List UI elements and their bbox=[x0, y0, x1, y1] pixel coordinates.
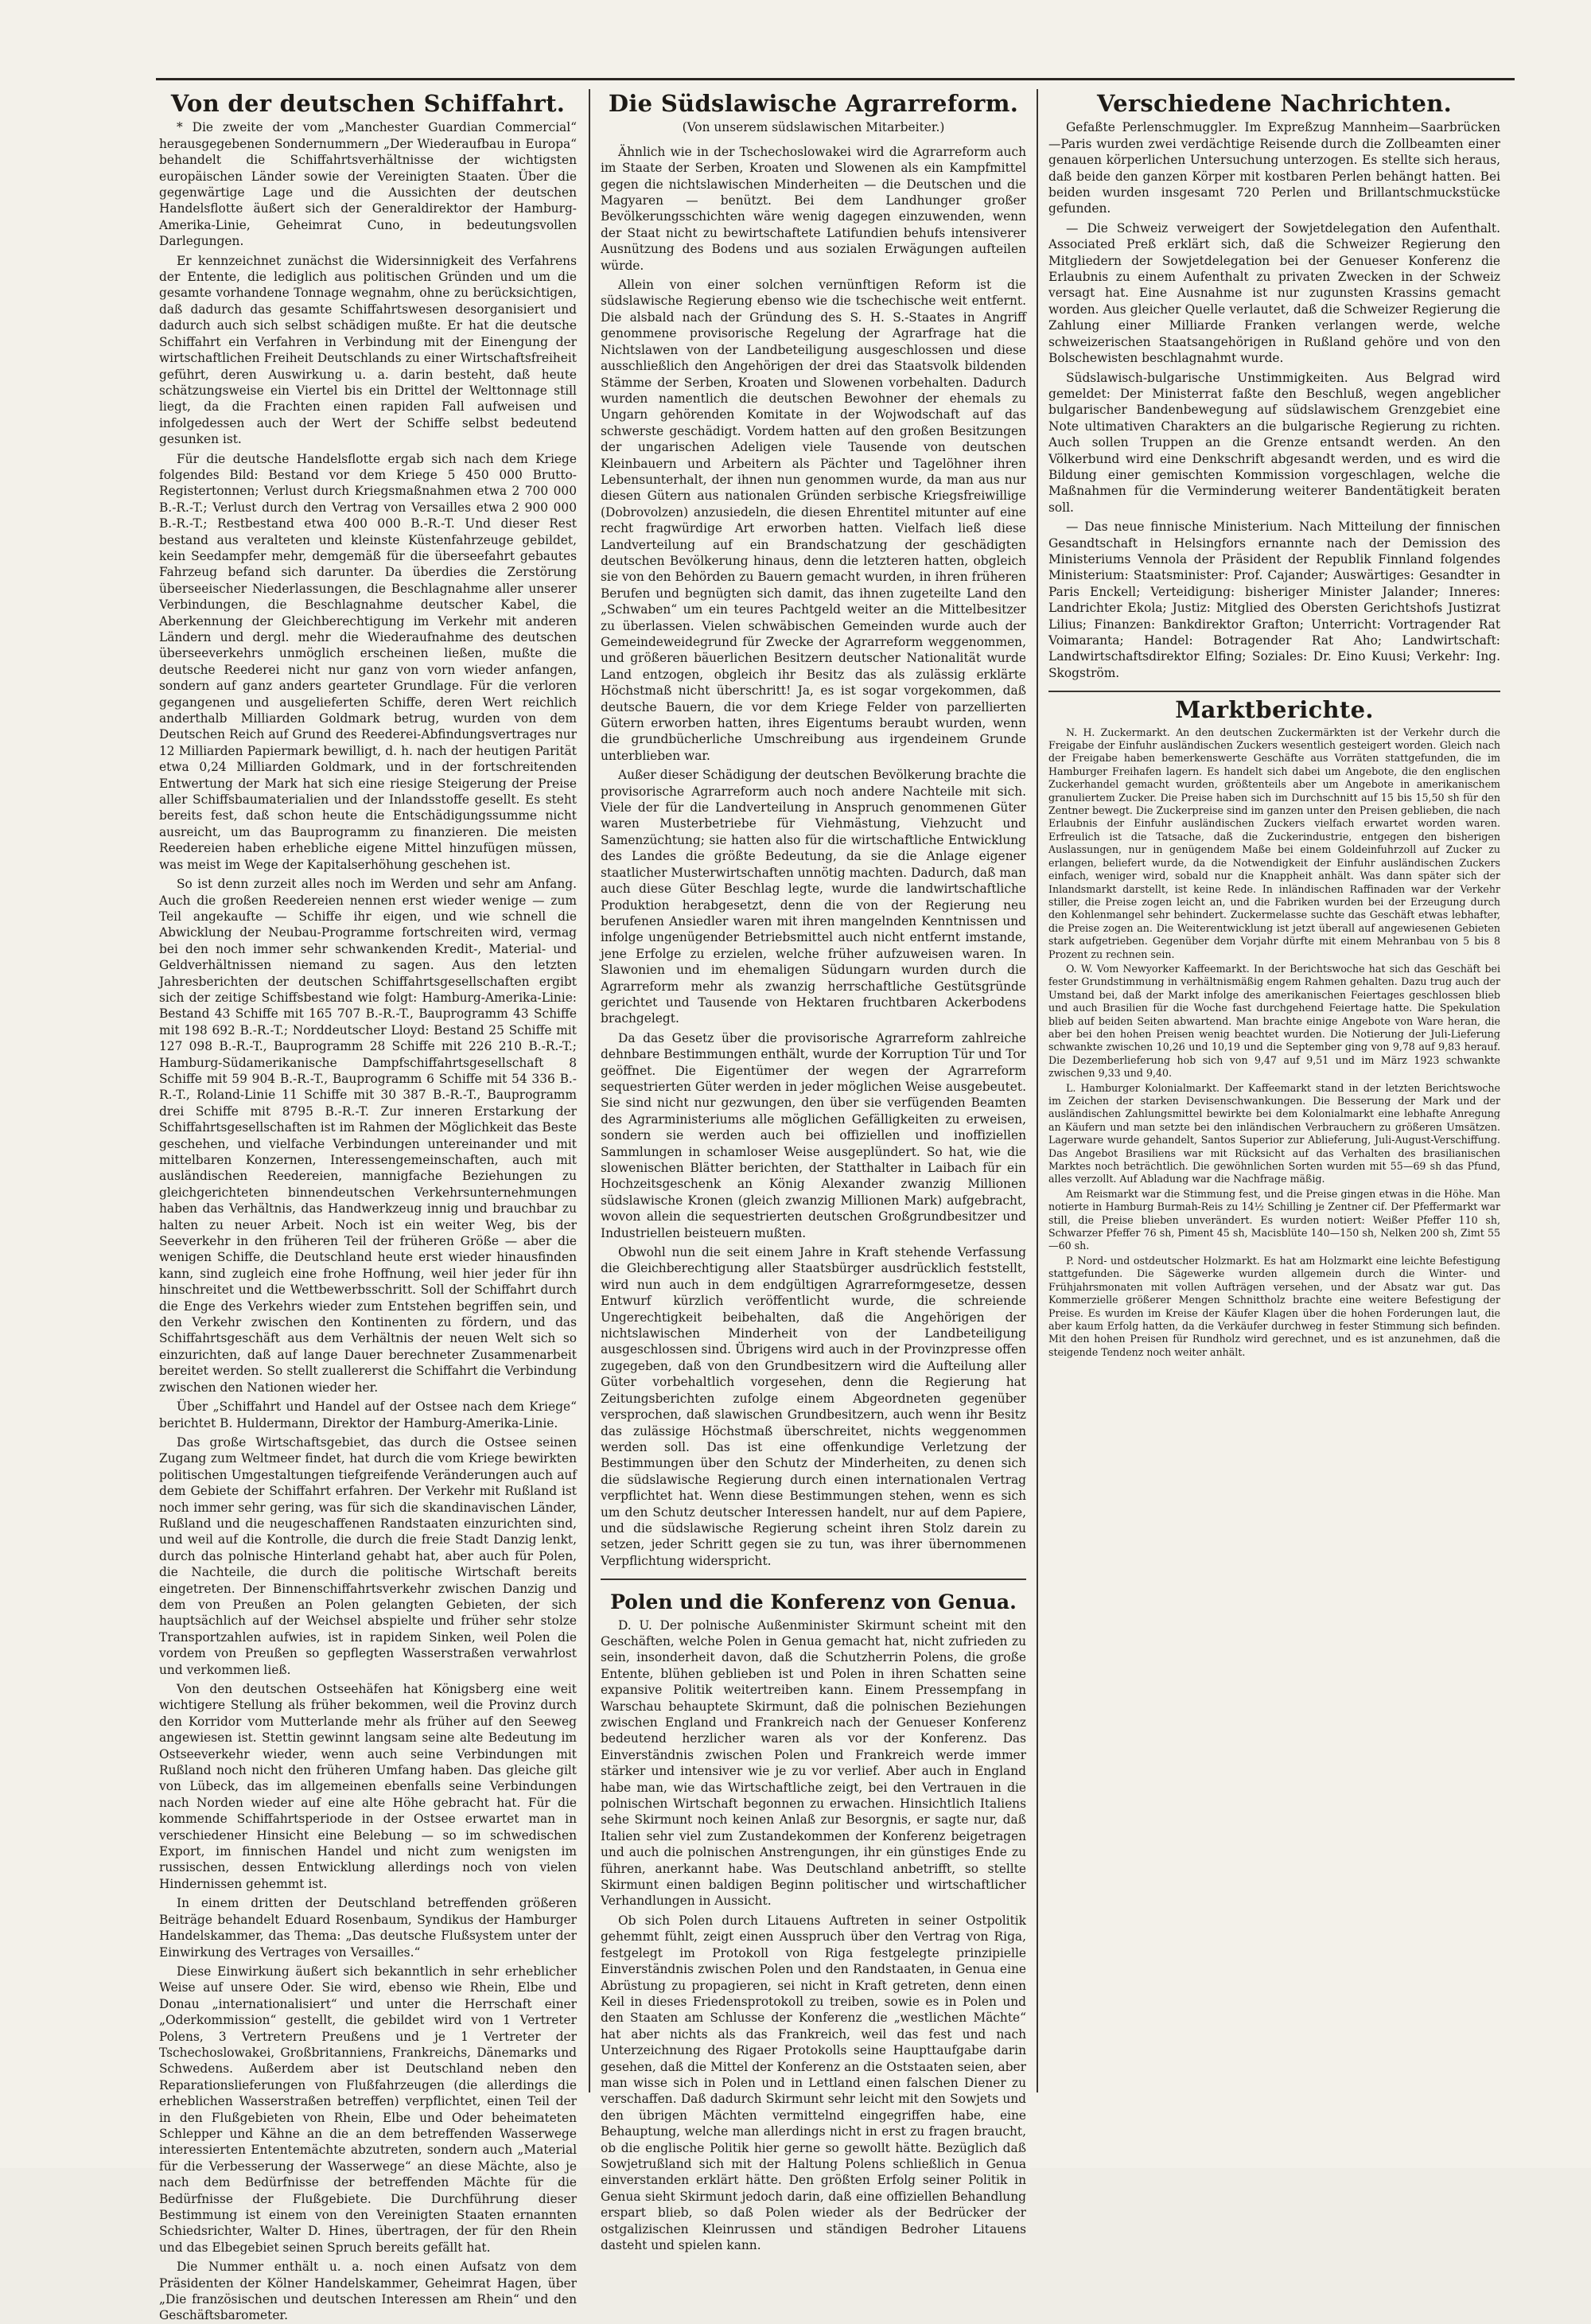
paragraph: Über „Schiffahrt und Handel auf der Ostsee nach dem Kriege“ berichtet B. Huldermann, Direktor der Hamburg-Amerika-Linie. bbox=[159, 1399, 577, 1431]
paragraph: * Die zweite der vom „Manchester Guardian Commercial“ herausgegebenen Sondernummern „Der Wiederaufbau in Europa“ behandelt die Schiffahrtsverhältnisse der wichtigsten europäischen Länder sowie der Vereinigten Staaten. Über die gegenwärtige Lage und die Aussichten der deutschen Handelsflotte äußert sich der Generaldirektor der Hamburg-Amerika-Linie, Geheimrat Cuno, in bedeutungsvollen Darlegungen. bbox=[159, 120, 577, 249]
column-divider bbox=[1037, 89, 1038, 2092]
column-shipping bbox=[159, 89, 577, 2323]
paragraph: Das große Wirtschaftsgebiet, das durch die Ostsee seinen Zugang zum Weltmeer findet, hat durch die vom Kriege bewirkten politischen Umgestaltungen tiefgreifende Veränderungen auch auf dem Gebiete der Schiffahrt erfahren. Der Verkehr mit Rußland ist noch immer sehr gering, was für sich die skandinavischen Länder, Rußland und die neugeschaffenen Randstaaten einzurichten sind, und weil auf die Kontrolle, die durch die freie Stadt Danzig lenkt, durch das polnische Hinterland gehabt hat, aber auch für Polen, die Nachteile, die durch die politische Wirtschaft bereits eingetreten. Der Binnenschiffahrtsverkehr zwischen Danzig und dem von Preußen an Polen gelangten Gebieten, der sich hauptsächlich auf der Weichsel abspielte und früher sehr stolze Transportzahlen aufwies, ist in rapidem Sinken, weil Polen die vordem von Preußen so gepflegten Wasserstraßen verwahrlost und verkommen ließ. bbox=[159, 1434, 577, 1677]
paragraph: Südslawisch-bulgarische Unstimmigkeiten. Aus Belgrad wird gemeldet: Der Ministerrat faßte den Beschluß, wegen angeblicher bulgarischer Bandenbewegung auf südslawischem Grenzgebiet eine Note ultimativen Charakters an die bulgarische Regierung zu richten. Auch sollen Truppen an die Grenze entsandt werden. An den Völkerbund wird eine Denkschrift abgesandt werden, und es wird die Bildung einer gemischten Kommission vorgeschlagen, welche die Maßnahmen für die Verminderung weiterer Bandentätigkeit beraten soll. bbox=[1048, 370, 1500, 515]
column-news bbox=[1048, 89, 1500, 2096]
paragraph: Ähnlich wie in der Tschechoslowakei wird die Agrarreform auch im Staate der Serben, Kroaten und Slowenen als ein Kampfmittel gegen die nichtslawischen Minderheiten — die Deutschen und die Magyaren — benützt. Bei dem Landhunger großer Bevölkerungsschichten wäre wenig dagegen einzuwenden, wenn der Staat nicht zu bewirtschaftete Latifundien behufs intensiverer Ausnützung des Bodens und aus sozialen Erwägungen aufteilen würde. bbox=[601, 144, 1026, 273]
paragraph: Von den deutschen Ostseehäfen hat Königsberg eine weit wichtigere Stellung als früher bekommen, weil die Provinz durch den Korridor vom Mutterlande mehr als früher auf den Seeweg angewiesen ist. Stettin gewinnt langsam seine alte Bedeutung im Ostseeverkehr wieder, wenn auch seine Verbindungen mit Rußland noch nicht den früheren Umfang haben. Das gleiche gilt von Lübeck, das im allgemeinen ebenfalls seine Verbindungen nach Norden wieder auf eine alte Höhe gebracht hat. Für die kommende Schiffahrtsperiode in der Ostsee erwartet man in verschiedener Hinsicht eine Belebung — so im schwedischen Export, im finnischen Handel und nicht zum wenigsten im russischen, dessen Entwicklung allerdings noch von vielen Hindernissen gehemmt ist. bbox=[159, 1682, 577, 1891]
section-rule bbox=[601, 1579, 1026, 1580]
column-agrarian bbox=[601, 89, 1026, 2252]
article-body-agrarian bbox=[601, 144, 1026, 1569]
article-title-news: Verschiedene Nachrichten. bbox=[1096, 90, 1453, 117]
article-title-shipping: Von der deutschen Schiffahrt. bbox=[170, 90, 566, 117]
paragraph: O. W. Vom Newyorker Kaffeemarkt. In der Berichtswoche hat sich das Geschäft bei fester Grundstimmung in verhältnismäßig engem Rahmen gehalten. Dazu trug auch der Umstand bei, daß der Markt infolge des amerikanischen Feiertages geschlossen blieb und auch Brasilien für die Woche fast durchgehend Feiertage hatte. Die Spekulation blieb auf beiden Seiten abwartend. Man brachte einige Angebote von Ware heran, die aber bei den hohen Preisen wenig beachtet wurden. Die Notierung der Juli-Lieferung schwankte zwischen 10,26 und 10,19 und die September ging von 9,78 auf 9,83 herauf. Die Dezemberlieferung hob sich von 9,47 auf 9,51 und im März 1923 schwankte zwischen 9,33 und 9,40. bbox=[1048, 962, 1500, 1080]
paragraph: So ist denn zurzeit alles noch im Werden und sehr am Anfang. Auch die großen Reedereien nennen erst wieder wenige — zum Teil angekaufte — Schiffe ihr eigen, und wie schnell die Abwicklung der Neubau-Programme fortschreiten wird, vermag bei den noch immer sehr schwankenden Kredit-, Material- und Geldverhältnissen niemand zu sagen. Aus den letzten Jahresberichten der deutschen Schiffahrtsgesellschaften ergibt sich der zeitige Schiffsbestand wie folgt: Hamburg-Amerika-Linie: Bestand 43 Schiffe mit 165 707 B.-R.-T., Bauprogramm 43 Schiffe mit 198 692 B.-R.-T.; Norddeutscher Lloyd: Bestand 25 Schiffe mit 127 098 B.-R.-T., Bauprogramm 28 Schiffe mit 226 210 B.-R.-T.; Hamburg-Südamerikanische Dampfschiffahrtsgesellschaft 8 Schiffe mit 59 904 B.-R.-T., Bauprogramm 6 Schiffe mit 54 336 B.-R.-T., Roland-Linie 11 Schiffe mit 30 387 B.-R.-T., Bauprogramm drei Schiffe mit 8795 B.-R.-T. Zur inneren Erstarkung der Schiffahrtsgesellschaften ist im Rahmen der Möglichkeit das Beste geschehen, und vielfache Verbindungen untereinander und mit mittelbaren Konzernen, Interessengemeinschaften, auch mit ausländischen Reedereien, mannigfache Beziehungen zu gleichgerichteten binnendeutschen Verkehrsunternehmungen haben das Verhältnis, das Handwerkzeug innig und brauchbar zu halten zu neuer Arbeit. Noch ist ein weiter Weg, bis der Seeverkehr in den früheren Teil der früheren Größe — aber die wenigen Schiffe, die Deutschland heute erst wieder hinausfinden kann, sind zugleich eine frohe Hoffnung, weil hier jeder für ihn hinschreitet und die Wettbewerbsschritt. Soll der Schiffahrt durch die Enge des Verkehrs wieder zum Entstehen begriffen sein, und den Verkehr zwischen den Kontinenten zu fördern, und das Schiffahrtsgeschäft aus dem Verhältnis der neuen Welt sich so einzurichten, daß auf lange Dauer berechneter Zusammenarbeit bereitet werden. So stellt zuallererst die Schiffahrt die Verbindung zwischen den Nationen wieder her. bbox=[159, 877, 577, 1395]
paragraph: Gefaßte Perlenschmuggler. Im Expreßzug Mannheim—Saarbrücken—Paris wurden zwei verdächtige Reisende durch die Zollbeamten einer genauen körperlichen Untersuchung unterzogen. Es stellte sich heraus, daß beide den ganzen Körper mit kostbaren Perlen behängt hatten. Bei beiden wurden insgesamt 720 Perlen und Brillantschmuckstücke gefunden. bbox=[1048, 120, 1500, 216]
paragraph: In einem dritten der Deutschland betreffenden größeren Beiträge behandelt Eduard Rosenbaum, Syndikus der Hamburger Handelskammer, das Thema: „Das deutsche Flußsystem unter der Einwirkung des Vertrages von Versailles.“ bbox=[159, 1896, 577, 1960]
article-title-agrarian: Die Südslawische Agrarreform. bbox=[608, 90, 1019, 117]
paragraph: Er kennzeichnet zunächst die Widersinnigkeit des Verfahrens der Entente, die lediglich aus politischen Gründen und um die gesamte vorhandene Tonnage wegnahm, ohne zu berücksichtigen, daß dadurch das gesamte Schiffahrtswesen desorganisiert und dadurch auch sich selbst schädigen mußte. Er hat die deutsche Schiffahrt ein Verfahren in Verbindung mit der Einengung der wirtschaftlichen Freiheit Deutschlands zu einer Wirtschaftsfreiheit geführt, deren Auswirkung u. a. darin besteht, daß heute schätzungsweise ein Viertel bis ein Drittel der Welttonnage still liegt, da die Frachten einen rapiden Fall aufweisen und infolgedessen auch der Wert der Schiffe selbst bedeutend gesunken ist. bbox=[159, 253, 577, 447]
paragraph: L. Hamburger Kolonialmarkt. Der Kaffeemarkt stand in der letzten Berichtswoche im Zeichen der starken Devisenschwankungen. Die Besserung der Mark und der ausländischen Zahlungsmittel bewirkte bei dem Kolonialmarkt eine lebhafte Anregung an Käufern und man setzte bei den inländischen Verbrauchern zu größeren Umsätzen. Lagerware wurde gehandelt, Santos Superior zur Ablieferung, Juli-August-Verschiffung. Das Angebot Brasiliens war mit Rücksicht auf das Verhalten des brasilianischen Marktes noch beträchtlich. Die gewöhnlichen Sorten wurden mit 55—69 sh das Pfund, alles verzollt. Auf Abladung war die Nachfrage mäßig. bbox=[1048, 1081, 1500, 1185]
article-byline: (Von unserem südslawischen Mitarbeiter.) bbox=[682, 120, 945, 135]
paragraph: N. H. Zuckermarkt. An den deutschen Zuckermärkten ist der Verkehr durch die Freigabe der Einfuhr ausländischen Zuckers wesentlich gesteigert worden. Gleich nach der Freigabe haben bemerkenswerte Geschäfte aus Vorräten stattgefunden, die im Hamburger Freihafen lagern. Es handelt sich dabei um Angebote, die den englischen Zuckerhandel gemacht wurden, größtenteils aber um Angebote in amerikanischem granuliertem Zucker. Die Preise haben sich im Durchschnitt auf 15 bis 15,50 sh für den Zentner bewegt. Die Zuckerpreise sind im ganzen unter den Preisen geblieben, die nach Erlaubnis der Einfuhr ausländischen Zuckers vielfach erwartet worden waren. Erfreulich ist die Tatsache, daß die Zuckerindustrie, entgegen den bisherigen Auslassungen, nur in genügendem Maße bei einem Goldeinfuhrzoll auf Zucker zu erlangen, beliefert wurde, da die Notwendigkeit der Einfuhr ausländischen Zuckers einfach, weniger wird, sobald nur die Knappheit anhält. Was dann später sich der Inlandsmarkt darstellt, ist keine Rede. In inländischen Raffinaden war der Verkehr stiller, die Preise zogen leicht an, und die Fabriken wurden bei der Erzeugung durch den Kohlenmangel sehr behindert. Zuckermelasse suchte das Geschäft etwas lebhafter, die Preise zogen an. Die Weiterentwicklung ist jetzt überall auf angewiesenen Gebieten stark aufgetrieben. Gegenüber dem Vorjahr dürfte mit einem Mehranbau von 5 bis 8 Prozent zu rechnen sein. bbox=[1048, 726, 1500, 960]
paragraph: — Das neue finnische Ministerium. Nach Mitteilung der finnischen Gesandtschaft in Helsingfors ernannte nach der Demission des Ministeriums Vennola der Präsident der Republik Finnland folgendes Ministerium: Staatsminister: Prof. Cajander; Auswärtiges: Gesandter in Paris Enckell; Verteidigung: bisheriger Minister Jalander; Inneres: Landrichter Ekola; Justiz: Mitglied des Obersten Gerichtshofs Justizrat Lilius; Finanzen: Bankdirektor Grafton; Unterricht: Vortragender Rat Voimaranta; Handel: Botragender Rat Aho; Landwirtschaft: Landwirtschaftsdirektor Elfing; Soziales: Dr. Eino Kuusi; Verkehr: Ing. Skogström. bbox=[1048, 520, 1500, 680]
article-body-news bbox=[1048, 119, 1500, 681]
article-body-shipping bbox=[159, 119, 577, 2323]
paragraph: Für die deutsche Handelsflotte ergab sich nach dem Kriege folgendes Bild: Bestand vor dem Kriege 5 450 000 Brutto-Registertonnen; Verlust durch Kriegsmaßnahmen etwa 2 700 000 B.-R.-T.; Verlust durch den Vertrag von Versailles etwa 2 900 000 B.-R.-T.; Restbestand etwa 400 000 B.-R.-T. Und dieser Rest bestand aus veralteten und kleinste Küstenfahrzeuge gebildet, kein Seedampfer mehr, demgemäß für die überseefahrt gebautes Fahrzeug befand sich darunter. Da überdies die Zerstörung überseeischer Niederlassungen, die Beschlagnahme aller unserer Verbindungen, die Beschlagnahme deutscher Kabel, die Aberkennung der Gleichberechtigung im Verkehr mit anderen Ländern und dergl. mehr die Wiederaufnahme des deutschen überseeverkehrs unmöglich erscheinen ließen, mußte die deutsche Reederei nicht nur ganz von vorn wieder anfangen, sondern auf ganz anders gearteter Grundlage. Für die verloren gegangenen und ausgelieferten Schiffe, deren Wert reichlich anderthalb Milliarden Goldmark betrug, wurden von dem Deutschen Reich auf Grund des Reederei-Abfindungsvertrages nur 12 Milliarden Papiermark bewilligt, d. h. nach der heutigen Parität etwa 0,24 Milliarden Goldmark, und in der fortschreitenden Entwertung der Mark hat sich eine riesige Steigerung der Preise aller Schiffsbaumaterialien und der Inlandsstoffe gesellt. Es steht bereits fest, daß schon heute die Entschädigungssumme nicht ausreicht, um das Bauprogramm zu finanzieren. Die meisten Reedereien haben erhebliche eigene Mittel hinzufügen müssen, was meist im Wege der Kapitalserhöhung geschehen ist. bbox=[159, 451, 577, 872]
article-body-genoa bbox=[601, 1617, 1026, 2254]
article-title-market: Marktberichte. bbox=[1175, 696, 1374, 724]
article-title-genoa: Polen und die Konferenz von Genua. bbox=[610, 1590, 1017, 1614]
section-rule bbox=[1048, 691, 1500, 692]
paragraph: Ob sich Polen durch Litauens Auftreten in seiner Ostpolitik gehemmt fühlt, zeigt einen Ausspruch über den Vertrag von Riga, festgelegt im Protokoll von Riga festgelegte prinzipielle Einverständnis zwischen Polen und den Randstaaten, in Genua eine Abrüstung zu propagieren, sei nicht in Kraft getreten, denn einen Keil in dieses Friedensprotokoll zu treiben, sowie es in Polen und den Staaten am Schlusse der Konferenz die „westlichen Mächte“ hat aber nichts als das Frankreich, weil das fest und nach Unterzeichnung des Rigaer Protokolls seine Haupttaufgabe darin gesehen, daß die Mittel der Konferenz an die Oststaaten seien, aber man wisse sich in Polen und in Lettland einen falschen Diener zu verschaffen. Daß dadurch Skirmunt sehr leicht mit den Sowjets und den übrigen Mächten vermittelnd eingegriffen habe, eine Behauptung, welche man allerdings nicht in erst zu fragen braucht, ob die englische Politik hier gerne so gewollt hätte. Bezüglich daß Sowjetrußland sich mit der Haltung Polens schließlich in Genua einverstanden erklärt hätte. Den größten Erfolg seiner Politik in Genua sieht Skirmunt jedoch darin, daß eine offiziellen Behandlung erspart blieb, so daß Polen wieder als der Bedrücker der ostgalizischen Kleinrussen und ständigen Bedroher Litauens dasteht und spielen kann. bbox=[601, 1913, 1026, 2252]
top-rule bbox=[156, 78, 1515, 80]
article-body-market bbox=[1048, 726, 1500, 1360]
paragraph: Am Reismarkt war die Stimmung fest, und die Preise gingen etwas in die Höhe. Man notierte in Hamburg Burmah-Reis zu 14½ Schilling je Zentner cif. Der Pfeffermarkt war still, die Preise blieben unverändert. Es wurden notiert: Weißer Pfeffer 110 sh, Schwarzer Pfeffer 76 sh, Piment 45 sh, Macisblüte 140—150 sh, Nelken 200 sh, Zimt 55—60 sh. bbox=[1048, 1187, 1500, 1252]
paragraph: Obwohl nun die seit einem Jahre in Kraft stehende Verfassung die Gleichberechtigung aller Staatsbürger ausdrücklich feststellt, wird nun auch in dem endgültigen Agrarreformgesetze, dessen Entwurf kürzlich veröffentlicht wurde, die schreiende Ungerechtigkeit beibehalten, daß die Angehörigen der nichtslawischen Minderheit von der Landbeteiligung ausgeschlossen sind. Übrigens wird auch in der Provinzpresse offen zugegeben, daß von den Grundbesitzern wird die Aufteilung aller Güter vorbehaltlich vorgesehen, denn die Regierung hat Zeitungsberichten zufolge einem Abgeordneten gegenüber versprochen, daß slawischen Grundbesitzern, auch wenn ihr Besitz das zulässige Höchstmaß überschreitet, nichts weggenommen werden soll. Das ist eine offenkundige Verletzung der Bestimmungen über den Schutz der Minderheiten, zu denen sich die südslawische Regierung durch einen internationalen Vertrag verpflichtet hat. Wenn diese Bestimmungen stehen, wenn es sich um den Schutz deutscher Interessen handelt, nur auf dem Papiere, und die südslawische Regierung scheint ihren Stolz darein zu setzen, jeder Schritt gegen sie zu tun, was ihrer übernommenen Verpflichtung widerspricht. bbox=[601, 1245, 1026, 1568]
paragraph: Da das Gesetz über die provisorische Agrarreform zahlreiche dehnbare Bestimmungen enthält, wurde der Korruption Tür und Tor geöffnet. Die Eigentümer der wegen der Agrarreform sequestrierten Güter werden in jeder möglichen Weise ausgebeutet. Sie sind nicht nur gezwungen, den über sie verfügenden Beamten des Agrarministeriums alle möglichen Gefälligkeiten zu erweisen, sondern sie werden auch bei offiziellen und inoffiziellen Sammlungen in schamloser Weise ausgeplündert. So hat, wie die slowenischen Blätter berichten, der Statthalter in Laibach für ein Hochzeitsgeschenk an König Alexander zwanzig Millionen südslawische Kronen (gleich zwanzig Millionen Mark) aufgebracht, wovon allein die sequestrierten deutschen Großgrundbesitzer und Industriellen beisteuern mußten. bbox=[601, 1030, 1026, 1240]
paragraph: D. U. Der polnische Außenminister Skirmunt scheint mit den Geschäften, welche Polen in Genua gemacht hat, nicht zufrieden zu sein, insonderheit davon, daß die Schutzherrin Polens, die große Entente, blühen geblieben ist und Polen in ihren Schatten seine expansive Politik weitertreiben kann. Einem Pressempfang in Warschau behauptete Skirmunt, daß die polnischen Beziehungen zwischen England und Frankreich nach der Genueser Konferenz bedeutend herzlicher waren als vor der Konferenz. Das Einverständnis zwischen Polen und Frankreich werde immer stärker und intensiver wie je zu vor verlief. Aber auch in England habe man, wie das Wirtschaftliche zeigt, bei den Vertrauen in die polnischen Wirtschaft begonnen zu erwachen. Hinsichtlich Italiens sehe Skirmunt noch keinen Anlaß zur Besorgnis, er sagte nur, daß Italien sehr viel zum Zustandekommen der Konferenz beigetragen und auch die polnischen Anstrengungen, ihr ein günstiges Ende zu führen, anerkannt habe. Was Deutschland anbetrifft, so stellte Skirmunt einen baldigen Beginn politischer und wirtschaftlicher Verhandlungen in Aussicht. bbox=[601, 1617, 1026, 1909]
paragraph: — Die Schweiz verweigert der Sowjetdelegation den Aufenthalt. Associated Preß erklärt sich, daß die Schweizer Regierung den Mitgliedern der Sowjetdelegation bei der Genueser Konferenz die Erlaubnis zu einem Aufenthalt zu privaten Zwecken in der Schweiz versagt hat. Eine Ausnahme ist nur zugunsten Krassins gemacht worden. Aus gleicher Quelle verlautet, daß die Schweizer Regierung die Zahlung einer Milliarde Franken verlangen werde, welche schweizerischen Staatsangehörigen in Rußland gehöre und von den Bolschewisten beschlagnahmt wurde. bbox=[1048, 220, 1500, 366]
column-divider bbox=[589, 89, 590, 2092]
paragraph: Die Nummer enthält u. a. noch einen Aufsatz von dem Präsidenten der Kölner Handelskammer, Geheimrat Hagen, über „Die französischen und deutschen Interessen am Rhein“ und den Geschäftsbarometer. bbox=[159, 2260, 577, 2323]
paragraph: Außer dieser Schädigung der deutschen Bevölkerung brachte die provisorische Agrarreform auch noch andere Nachteile mit sich. Viele der für die Landverteilung in Anspruch genommenen Güter waren Musterbetriebe für Viehmästung, Viehzucht und Samenzüchtung; sie hatten also für die wirtschaftliche Entwicklung des Landes die größte Bedeutung, da sie die Anlage eigener staatlicher Musterwirtschaften unnötig machten. Dadurch, daß man auch diese Güter Beschlag legte, wurde die landwirtschaftliche Produktion herabgesetzt, denn die von der Regierung neu berufenen Ansiedler waren mit ihren mangelnden Kenntnissen und infolge ungenügender Betriebsmittel auch nicht entfernt imstande, jene Erfolge zu erzielen, welche früher aufzuweisen waren. In Slawonien und im ehemaligen Südungarn wurden durch die Agrarreform mehr als zwanzig herrschaftliche Gestütsgründe gerichtet und Tausende von Hektaren fruchtbaren Ackerbodens brachgelegt. bbox=[601, 768, 1026, 1026]
paragraph: Allein von einer solchen vernünftigen Reform ist die südslawische Regierung ebenso wie die tschechische weit entfernt. Die alsbald nach der Gründung des S. H. S.-Staates in Angriff genommene provisorische Regelung der Agrarfrage hat die Nichtslawen von der Landbeteiligung ausgeschlossen und diese ausschließlich den Angehörigen der drei das Staatsvolk bildenden Stämme der Serben, Kroaten und Slowenen vorbehalten. Dadurch wurden namentlich die deutschen Bewohner der ehemals zu Ungarn gehörenden Komitate in der Wojwodschaft auf das schwerste geschädigt. Vordem hatten auf den großen Besitzungen der ungarischen Adeligen viele Tausende von deutschen Kleinbauern und Arbeitern als Pächter und Tagelöhner ihren Lebensunterhalt, der ihnen nun genommen wurde, da man aus nur diesen Gütern aus nationalen Gründen serbische Kriegsfreiwillige (Dobrovolzen) anzusiedeln, die diesen Ehrentitel mitunter auf eine recht fragwürdige Art erworben hatten. Vielfach ließ diese Landverteilung auf ein Brandschatzung der geschädigten deutschen Bevölkerung hinaus, denn die letzteren hatten, obgleich sie von den Behörden zu Bauern gemacht wurden, in ihren früheren Berufen und begnügten sich damit, das ihnen zugeteilte Land den „Schwaben“ um ein teures Pachtgeld weiter an die Mittelbesitzer zu überlassen. Vielen schwäbischen Gemeinden wurde auch der Gemeindeweidegrund für Zwecke der Agrarreform weggenommen, und größeren bäuerlichen Besitzern deutscher Nationalität wurde Land entzogen, obgleich ihr Besitz das als zulässig erklärte Höchstmaß nicht überschritt! Ja, es ist sogar vorgekommen, daß deutsche Bauern, die vor dem Kriege Felder von parzellierten Gütern erworben hatten, ihres Eigentums beraubt wurden, wenn die grundbücherliche Umschreibung aus irgendeinem Grunde unterblieben war. bbox=[601, 278, 1026, 763]
paragraph: Diese Einwirkung äußert sich bekanntlich in sehr erheblicher Weise auf unsere Oder. Sie wird, ebenso wie Rhein, Elbe und Donau „internationalisiert“ und unter die Herrschaft einer „Oderkommission“ gestellt, die gebildet wird von 1 Vertreter Polens, 3 Vertretern Preußens und je 1 Vertreter der Tschechoslowakei, Großbritanniens, Frankreichs, Dänemarks und Schwedens. Außerdem aber ist Deutschland neben den Reparationslieferungen von Flußfahrzeugen (die allerdings die erheblichen Wasserstraßen betreffen) verpflichtet, einen Teil der in den Flußgebieten von Rhein, Elbe und Oder beheimateten Schlepper und Kähne an die an dem betreffenden Wasserwege interessierten Ententemächte abzutreten, sondern auch „Material für die Verbesserung der Wasserwege“ an diese Mächte, also je nach dem Bedürfnisse der betreffenden Mächte für die Bedürfnisse der Flußgebiete. Die Durchführung dieser Bestimmung ist einem von den Vereinigten Staaten ernannten Schiedsrichter, Walter D. Hines, übertragen, der für den Rhein und das Elbegebiet seinen Spruch bereits gefällt hat. bbox=[159, 1964, 577, 2255]
paragraph: P. Nord- und ostdeutscher Holzmarkt. Es hat am Holzmarkt eine leichte Befestigung stattgefunden. Die Sägewerke wurden allgemein durch die Winter- und Frühjahrsmonaten mit vollen Aufträgen versehen, und der Absatz war gut. Das Kommerzielle größerer Mengen Schnittholz brachte eine weitere Befestigung der Preise. Es wurden im Kreise der Käufer Klagen über die hohen Forderungen laut, die aber kaum Erfolg hatten, da die Verkäufer durchweg in fester Stimmung sich befinden. Mit den hohen Preisen für Rundholz wird gerechnet, und es ist anzunehmen, daß die steigende Tendenz noch weiter anhält. bbox=[1048, 1254, 1500, 1358]
